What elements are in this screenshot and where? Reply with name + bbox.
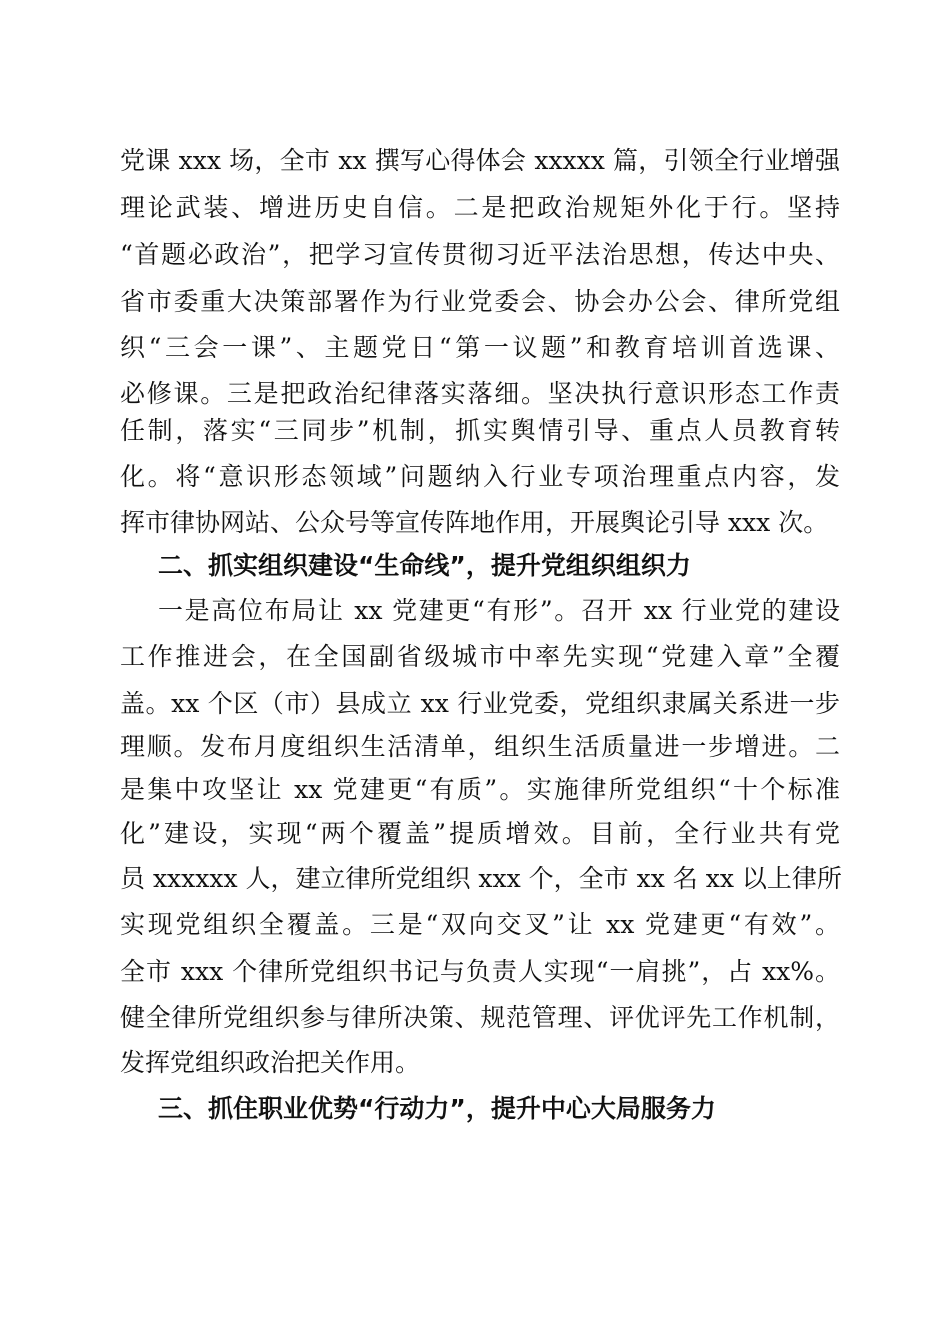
paragraph-line: 实现党组织全覆盖。三是“双向交叉”让 xx 党建更“有效”。 [120, 910, 840, 939]
paragraph-line: 化。将“意识形态领域”问题纳入行业专项治理重点内容，发 [120, 462, 840, 491]
section-heading-2: 二、抓实组织建设“生命线”，提升党组织组织力 [158, 551, 691, 580]
paragraph-line: 发挥党组织政治把关作用。 [120, 1048, 421, 1077]
paragraph-line: 员 xxxxxx 人，建立律所党组织 xxx 个，全市 xx 名 xx 以上律所 [120, 864, 842, 893]
paragraph-line: 任制，落实“三同步”机制，抓实舆情引导、重点人员教育转 [120, 416, 840, 445]
paragraph-line: 盖。xx 个区（市）县成立 xx 行业党委，党组织隶属关系进一步 [120, 689, 840, 718]
paragraph-line: 理顺。发布月度组织生活清单，组织生活质量进一步增进。二 [120, 732, 840, 761]
paragraph-line: 省市委重大决策部署作为行业党委会、协会办公会、律所党组 [120, 287, 840, 316]
paragraph-line: 党课 xxx 场，全市 xx 撰写心得体会 xxxxx 篇，引领全行业增强 [120, 146, 840, 175]
paragraph-line: 理论武装、增进历史自信。二是把政治规矩外化于行。坚持 [120, 193, 840, 222]
paragraph-line: 挥市律协网站、公众号等宣传阵地作用，开展舆论引导 xxx 次。 [120, 508, 829, 537]
paragraph-line: 一是高位布局让 xx 党建更“有形”。召开 xx 行业党的建设 [158, 596, 840, 625]
paragraph-line: 织“三会一课”、主题党日“第一议题”和教育培训首选课、 [120, 333, 840, 362]
paragraph-line: 健全律所党组织参与律所决策、规范管理、评优评先工作机制， [120, 1003, 840, 1032]
section-heading-3: 三、抓住职业优势“行动力”，提升中心大局服务力 [158, 1094, 716, 1123]
paragraph-line: 工作推进会，在全国副省级城市中率先实现“党建入章”全覆 [120, 642, 840, 671]
paragraph-line: 全市 xxx 个律所党组织书记与负责人实现“一肩挑”，占 xx%。 [120, 957, 840, 986]
paragraph-line: 化”建设，实现“两个覆盖”提质增效。目前，全行业共有党 [120, 819, 840, 848]
paragraph-line: 必修课。三是把政治纪律落实落细。坚决执行意识形态工作责 [120, 379, 840, 408]
paragraph-line: 是集中攻坚让 xx 党建更“有质”。实施律所党组织“十个标准 [120, 775, 840, 804]
paragraph-line: “首题必政治”，把学习宣传贯彻习近平法治思想，传达中央、 [120, 240, 840, 269]
